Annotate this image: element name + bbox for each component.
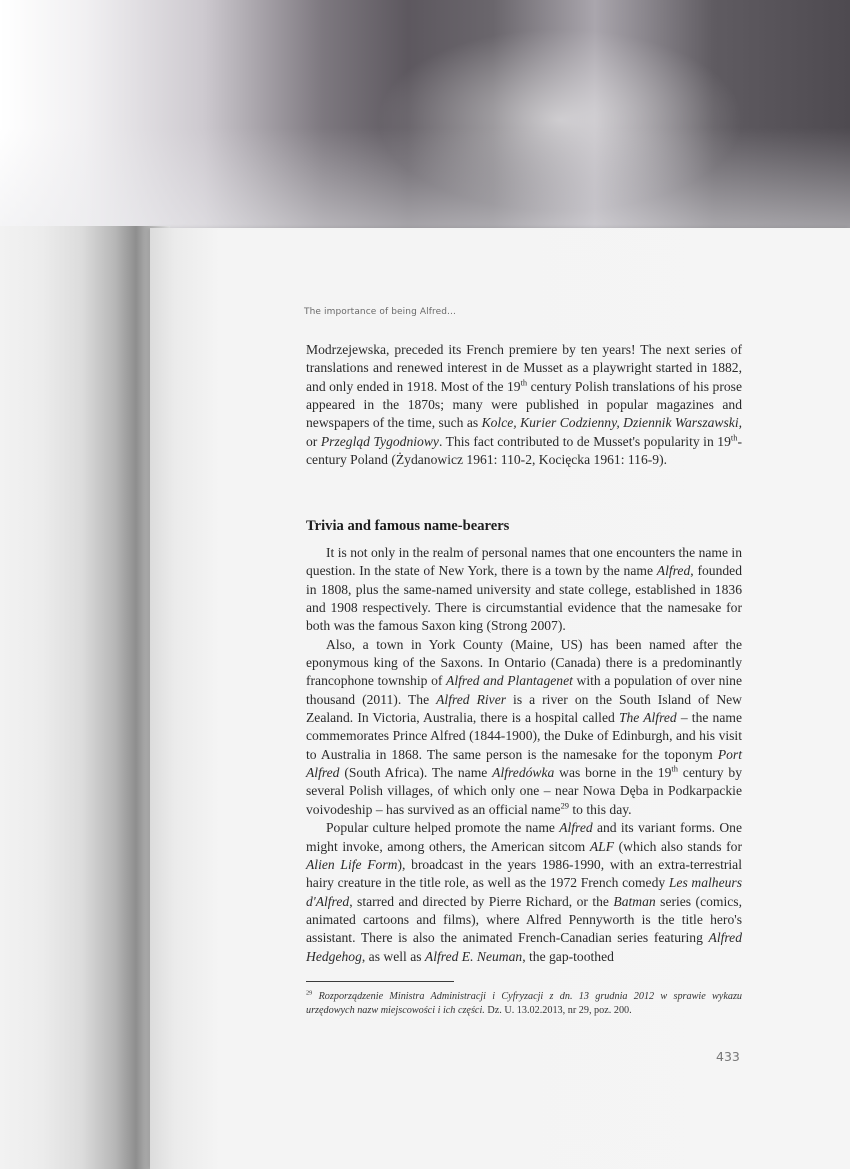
section-body-text xyxy=(306,544,742,966)
footnote-reference: 29 xyxy=(560,800,569,811)
footnote: $^{29}$ Rozporządzenie Ministra Administracji i Cyfryzacji z dn. 13 grudnia 2012 w sprawie wykazu urzędowych nazw miejscowości i ich części. Dz. U. 13.02.2013, nr 29, poz. 200. xyxy=(306,989,742,1017)
body-text-continuation xyxy=(306,341,742,469)
facing-page-edge xyxy=(0,226,170,1169)
footnote-number: 29 xyxy=(306,989,313,997)
running-head: The importance of being Alfred... xyxy=(304,307,456,317)
paragraph: Also, a town in York County (Maine, US) has been named after the eponymous king of the Saxons. In Ontario (Canada) there is a predominantly francophone township of Alfred and Plantagenet with a population of over nine thousand (2011). The Alfred River is a river on the South Island of New Zealand. In Victoria, Australia, there is a hospital called The Alfred – the name commemorates Prince Alfred (1844-1900), the Duke of Edinburgh, and his visit to Australia in 1868. The same person is the namesake for the toponym Port Alfred (South Africa). The name Alfredówka was borne in the 19th century by several Polish villages, of which only one – near Nowa Dęba in Podkarpackie voivodeship – has survived as an official name$^{29}$ to this day. xyxy=(306,636,743,817)
scanner-background-fade xyxy=(0,0,850,232)
footnote-separator xyxy=(306,981,454,982)
section-heading: Trivia and famous name-bearers xyxy=(306,518,510,534)
paragraph: Modrzejewska, preceded its French premiere by ten years! The next series of translations and renewed interest in de Musset as a playwright started in 1882, and only ended in 1918. Most of the 19th century Polish translations of his prose appeared in the 1870s; many were published in popular magazines and newspapers of the time, such as Kolce, Kurier Codzienny, Dziennik Warszawski, or Przegląd Tygodniowy. This fact contributed to de Musset's popularity in 19th-century Poland (Żydanowicz 1961: 110-2, Kocięcka 1961: 116-9). xyxy=(306,342,742,468)
paragraph: Popular culture helped promote the name Alfred and its variant forms. One might invoke, among others, the American sitcom ALF (which also stands for Alien Life Form), broadcast in the years 1986-1990, with an extra-terrestrial hairy creature in the title role, as well as the 1972 French comedy Les malheurs d'Alfred, starred and directed by Pierre Richard, or the Batman series (comics, animated cartoons and films), where Alfred Pennyworth is the title hero's assistant. There is also the animated French-Canadian series featuring Alfred Hedgehog, as well as Alfred E. Neuman, the gap-toothed xyxy=(306,820,742,964)
page-number: 433 xyxy=(716,1049,740,1064)
paragraph: It is not only in the realm of personal names that one encounters the name in question. In the state of New York, there is a town by the name Alfred, founded in 1808, plus the same-named university and state college, established in 1836 and 1908 respectively. There is circumstantial evidence that the namesake for both was the famous Saxon king (Strong 2007). xyxy=(306,545,742,634)
